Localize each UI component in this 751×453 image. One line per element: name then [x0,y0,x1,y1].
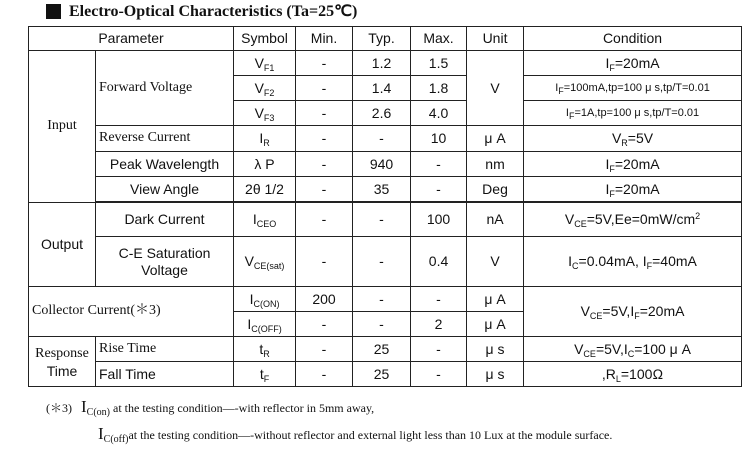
table-row [29,337,742,362]
min-icon: 200 [296,287,353,312]
typ-tr: 25 [353,337,411,362]
table-row [29,287,742,312]
typ-va: 35 [353,177,411,202]
footnote-mark: (＊3) [46,401,72,415]
bullet-square-icon [46,4,61,19]
unit-va: Deg [467,177,524,202]
min-vf2: - [296,76,353,101]
characteristics-table [28,26,742,387]
max-vf3: 4.0 [411,101,467,126]
table-row [29,203,742,237]
typ-dc: - [353,203,411,237]
param-dark-current: Dark Current [96,203,234,237]
table-header-row [29,27,742,51]
symbol-tf: $t_F$ [234,362,296,387]
cond-vf1: $I_F=20mA$ [524,51,742,76]
symbol-lambda-p: λ P [234,152,296,177]
table-row [29,177,742,202]
symbol-iceo: $I_{CEO}$ [234,203,296,237]
typ-lp: 940 [353,152,411,177]
symbol-ic-off: $I_{C(OFF)}$ [234,312,296,337]
table-row [29,51,742,76]
symbol-ir: $I_R$ [234,126,296,152]
unit-dc: nA [467,203,524,237]
param-view-angle: View Angle [96,177,234,202]
max-va: - [411,177,467,202]
unit-ir: μ A [467,126,524,152]
param-rise-time: Rise Time [96,337,234,362]
min-lp: - [296,152,353,177]
symbol-view-angle: 2θ 1/2 [234,177,296,202]
unit-ces: V [467,237,524,287]
section-title-text: Electro-Optical Characteristics (Ta=25℃) [69,3,358,20]
table-row [29,152,742,177]
unit-lp: nm [467,152,524,177]
max-vf2: 1.8 [411,76,467,101]
max-ces: 0.4 [411,237,467,287]
cond-vf3: $I_F=1A,tp=100$ μ s,tp/T=0.01 [524,101,742,126]
cond-va: $I_F=20mA$ [524,177,742,202]
group-response-label: Response [35,346,89,362]
cond-fall: $,R_L=100Ω$ [524,362,742,387]
typ-vf1: 1.2 [353,51,411,76]
typ-ces: - [353,237,411,287]
group-response-time [29,337,96,387]
max-icon: - [411,287,467,312]
cond-ir: $V_R=5V$ [524,126,742,152]
header-unit: Unit [467,27,524,51]
cond-dc: $V_{CE}=5V,Ee=0mW/cm^2$ [524,203,742,237]
min-vf1: - [296,51,353,76]
symbol-tr: $t_R$ [234,337,296,362]
cond-ces: $I_C=0.04mA$, $I_F=40mA$ [524,237,742,287]
symbol-vf1: $V_{F1}$ [234,51,296,76]
group-time-label: Time [46,362,78,379]
max-icoff: 2 [411,312,467,337]
group-output: Output [29,203,96,287]
header-typ: Typ. [353,27,411,51]
header-parameter: Parameter [29,27,234,51]
group-input: Input [29,51,96,203]
header-max: Max. [411,27,467,51]
typ-icon: - [353,287,411,312]
table-row [29,126,742,152]
min-dc: - [296,203,353,237]
min-vf3: - [296,101,353,126]
symbol-ic-on: $I_{C(ON)}$ [234,287,296,312]
min-ces: - [296,237,353,287]
symbol-vce-sat: $V_{CE(sat)}$ [234,237,296,287]
param-ce-saturation: C-E Saturation Voltage [96,237,234,287]
min-tf: - [296,362,353,387]
max-dc: 100 [411,203,467,237]
unit-tr: μ s [467,337,524,362]
max-tr: - [411,337,467,362]
unit-icoff: μ A [467,312,524,337]
table-row [29,362,742,387]
max-tf: - [411,362,467,387]
group-collector-current: Collector Current(＊3) [29,287,234,337]
min-va: - [296,177,353,202]
header-symbol: Symbol [234,27,296,51]
param-peak-wavelength: Peak Wavelength [96,152,234,177]
section-title [46,0,357,22]
min-tr: - [296,337,353,362]
max-vf1: 1.5 [411,51,467,76]
cond-lp: $I_F=20mA$ [524,152,742,177]
typ-vf2: 1.4 [353,76,411,101]
footnote-ic-off: $I_{C(off)}at$ the testing condition—-without reflector and external light less than 10 Lux at the module surface. [98,424,613,445]
symbol-vf3: $V_{F3}$ [234,101,296,126]
cond-collector: $V_{CE}=5V,I_F=20mA$ [524,287,742,337]
unit-tf: μ s [467,362,524,387]
cond-rise: $V_{CE}=5V,I_C=100$ μ A [524,337,742,362]
table-row [29,237,742,287]
typ-tf: 25 [353,362,411,387]
typ-ir: - [353,126,411,152]
min-ir: - [296,126,353,152]
unit-icon: μ A [467,287,524,312]
param-reverse-current: Reverse Current [96,126,234,152]
unit-vf: V [467,51,524,126]
cond-vf2: $I_F=100mA,tp=100$ μ s,tp/T=0.01 [524,76,742,101]
max-ir: 10 [411,126,467,152]
symbol-vf2: $V_{F2}$ [234,76,296,101]
param-fall-time: Fall Time [96,362,234,387]
footnote-ic-on: (＊3) $I_{C(on)}$ at the testing condition—-with reflector in 5mm away, [46,397,375,418]
typ-vf3: 2.6 [353,101,411,126]
typ-icoff: - [353,312,411,337]
max-lp: - [411,152,467,177]
min-icoff: - [296,312,353,337]
param-forward-voltage: Forward Voltage [96,51,234,126]
header-condition: Condition [524,27,742,51]
header-min: Min. [296,27,353,51]
